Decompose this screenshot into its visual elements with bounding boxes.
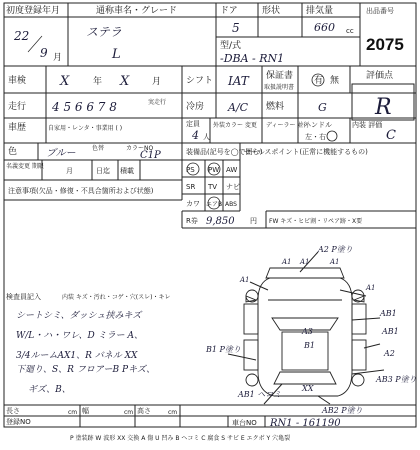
inspection-line-2: W/L・ハ・ワレ、D ミラー A、 (16, 331, 143, 341)
cc-unit: cc (346, 27, 354, 35)
length-label: 長さ (6, 407, 20, 415)
ac-value: A/C (228, 101, 249, 114)
note-item: 積載 (120, 167, 134, 175)
svg-text:X: X (60, 74, 70, 89)
history-options: 自家用・レンタ・事業用 ( ) (48, 125, 123, 132)
mileage-label: 走行 (8, 102, 27, 112)
width-label: 幅 (82, 407, 89, 415)
inspection-label: 検査員記入 (6, 293, 41, 301)
door-label: ドア (220, 6, 238, 16)
color-sub-label: 色替 (92, 145, 105, 152)
equip-aw: AW (226, 166, 238, 174)
dmg-a1-right: A1 (366, 284, 376, 292)
dmg-b1-left: B1 P塗り (206, 345, 241, 354)
shift-value: IAT (228, 74, 249, 88)
interior-label: 内装 評価 (352, 121, 383, 129)
dealer-label: ディーラー 並行 (266, 122, 310, 129)
equip-sr: SR (186, 183, 196, 191)
color-code-label: カラーNO (126, 145, 154, 152)
handle-value: 左・右 (305, 133, 326, 141)
dmg-ab1-a: AB1 (380, 309, 397, 318)
history-label: 車歴 (8, 123, 27, 133)
selling-points-label: セールスポイント(正常に機能するもの) (244, 148, 368, 156)
dmg-b1-center: B1 (304, 341, 315, 350)
inspection-month-unit: 月 (152, 77, 162, 87)
shape-label: 形状 (262, 6, 281, 16)
warranty-label: 保証書 (266, 71, 294, 81)
displacement-value: 660 (314, 21, 335, 34)
notes-label: 注意事項(欠品・修復・不具合箇所および状態) (8, 187, 154, 195)
capacity-value: 4 (192, 129, 199, 142)
height-label: 高さ (137, 407, 151, 415)
mileage-note: 実走行 (148, 99, 167, 106)
shift-label: シフト (186, 76, 214, 86)
dmg-ab3: AB3 P塗り (376, 375, 417, 384)
dmg-a2-right: A2 (384, 349, 395, 358)
lot-label: 出品番号 (366, 7, 394, 15)
first-reg-month: 9 (40, 46, 48, 60)
displacement-label: 排気量 (306, 6, 334, 16)
capacity-unit: 人 (203, 133, 210, 141)
equip-tv: TV (208, 183, 218, 191)
ac-label: 冷房 (186, 102, 205, 112)
warranty-yes: 有 (314, 76, 324, 86)
fuel-label: 燃料 (266, 102, 285, 112)
footnote: P 塗装跡 W 波形 XX 交換 A 傷 U 凹み B ヘコミ C 腐食 S サビ E エクボ Y 穴亀裂 (70, 435, 291, 442)
first-reg-year: 22 (14, 29, 30, 43)
color-code-value: C1P (140, 150, 161, 161)
capacity-label: 定員 (186, 120, 200, 128)
equip-navi: ナビ (226, 183, 240, 191)
color-change-label: 外装カラー 変更 (213, 122, 257, 129)
car-name: ステラ (86, 25, 122, 39)
recycle-value: 9,850 (206, 216, 235, 227)
dmg-a2-top: A2 P塗り (318, 245, 353, 254)
grade-value: L (112, 47, 121, 62)
dmg-a1-b: A1 (300, 258, 310, 266)
inspection-line-5: ギズ、B、 (28, 385, 71, 395)
chassis-value: RN1 - 161190 (270, 418, 341, 429)
equip-leather: カワ (186, 200, 200, 208)
dmg-xx: XX (302, 384, 314, 393)
color-value: ブルー (46, 148, 76, 159)
month-unit: 月 (53, 53, 63, 63)
inspection-line-1: シートシミ、ダッシュ挟みキズ (16, 311, 142, 321)
equipment-label: 装備品(記号を◯で囲む) (186, 148, 263, 156)
name-change-label: 名義変更 期限 (6, 163, 44, 170)
name-change-month: 月 (66, 167, 73, 175)
model-value: -DBA - RN1 (220, 52, 285, 65)
length-unit: cm (68, 409, 78, 416)
color-label: 色 (8, 147, 18, 157)
height-unit: cm (168, 409, 178, 416)
interior-value: C (386, 128, 396, 143)
dmg-a3: A3 (302, 327, 313, 336)
warranty-no: 無 (330, 76, 340, 86)
date-label: 日迄 (96, 167, 110, 175)
dmg-ab1-b: AB1 (382, 327, 399, 336)
yen-unit: 円 (250, 217, 257, 225)
dmg-ab2-bottom: AB2 P塗り (322, 406, 363, 415)
chassis-label: 車台NO (232, 419, 257, 427)
inspection-line-4: 下廻り、S、R フロアーB Pキズ、 (16, 365, 156, 375)
reg-no-label: 登録NO (6, 418, 31, 426)
warranty-sub: 取扱説明書 (264, 84, 295, 91)
door-value: 5 (232, 21, 240, 35)
tags-line: FW キズ・ヒビ割・リペア跡・X要 (269, 218, 363, 225)
mileage-value: 4 5 6 6 7 8 (52, 100, 117, 114)
lot-number: 2075 (366, 35, 404, 54)
equip-abs: ABS (225, 201, 237, 208)
first-reg-label: 初度登録年月 (6, 6, 61, 16)
rating-value: R (375, 95, 392, 120)
dmg-ab1-bottom: AB1 ヘコミ (238, 390, 282, 399)
inspection-tags: 内装 キズ・汚れ・コゲ・穴(スレ)・キレ (62, 294, 171, 301)
model-label: 型/式 (220, 41, 242, 51)
name-grade-label: 通称車名・グレード (96, 6, 178, 16)
rating-label: 評価点 (366, 71, 394, 81)
dmg-a1-left: A1 (240, 276, 250, 284)
equip-ps: PS (186, 166, 195, 174)
dmg-a1-c: A1 (330, 258, 340, 266)
dmg-a1-a: A1 (282, 258, 292, 266)
width-unit: cm (124, 409, 134, 416)
fuel-value: G (318, 101, 327, 114)
handle-label: ハンドル (304, 121, 332, 129)
inspection-line-3: 3/4ルームAX1、R バネル XX (16, 351, 138, 361)
svg-text:X: X (120, 74, 130, 89)
recycle-label: R券 (186, 217, 198, 225)
equip-airbag: エアB (206, 201, 223, 208)
inspection-year-unit: 年 (93, 77, 103, 87)
equip-pw: PW (208, 166, 220, 174)
inspection-label: 車検 (8, 76, 27, 86)
